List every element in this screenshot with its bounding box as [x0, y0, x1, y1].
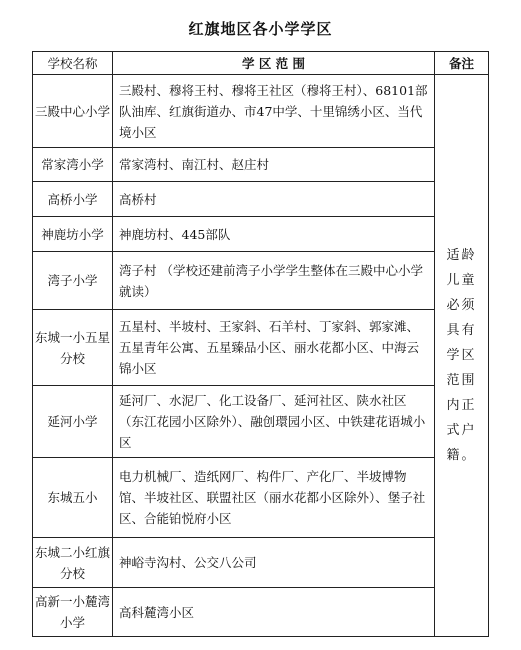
header-note: 备注: [435, 52, 489, 75]
table-row: [33, 182, 489, 217]
school-name: 湾子小学: [33, 252, 113, 310]
district-area: 神峪寺沟村、公交八公司: [113, 538, 435, 588]
district-area: 高桥村: [113, 182, 435, 217]
header-area: 学 区 范 围: [113, 52, 435, 75]
page-title: 红旗地区各小学学区: [188, 20, 333, 38]
district-area: 常家湾村、南江村、赵庄村: [113, 148, 435, 182]
table-row: [33, 386, 489, 458]
table-row: [33, 538, 489, 588]
school-name: 延河小学: [33, 386, 113, 458]
district-area: 延河厂、水泥厂、化工设备厂、延河社区、陕水社区（东江花园小区除外）、融创環园小区、中铁建花语城小区: [113, 386, 435, 458]
school-name: 东城一小五星分校: [33, 310, 113, 386]
school-name: 常家湾小学: [33, 148, 113, 182]
table-header-row: [33, 52, 489, 75]
table-row: [33, 252, 489, 310]
header-school: 学校名称: [33, 52, 113, 75]
school-name: 三殿中心小学: [33, 75, 113, 148]
school-name: 神鹿坊小学: [33, 217, 113, 252]
table-row: [33, 310, 489, 386]
table-row: [33, 148, 489, 182]
table-row: [33, 75, 489, 148]
school-name: 高新一小麓湾小学: [33, 588, 113, 637]
table-row: [33, 458, 489, 538]
table-row: [33, 217, 489, 252]
school-district-table: [32, 51, 489, 637]
district-area: 三殿村、穆将王村、穆将王社区（穆将王村）、68101部队油库、红旗街道办、市47中学、十里锦绣小区、当代境小区: [113, 75, 435, 148]
district-area: 五星村、半坡村、王家斜、石羊村、丁家斜、郭家滩、五星青年公寓、五星臻品小区、丽水花都小区、中海云锦小区: [113, 310, 435, 386]
district-area: 高科麓湾小区: [113, 588, 435, 637]
school-name: 东城二小红旗分校: [33, 538, 113, 588]
note-cell: 适龄儿童必须具有学区范围内正式户籍。: [435, 75, 489, 637]
school-name: 东城五小: [33, 458, 113, 538]
school-name: 高桥小学: [33, 182, 113, 217]
table-row: [33, 588, 489, 637]
district-area: 电力机械厂、造纸网厂、构件厂、产化厂、半坡博物馆、半坡社区、联盟社区（丽水花都小区除外）、堡子社区、合能铂悦府小区: [113, 458, 435, 538]
district-area: 湾子村 （学校还建前湾子小学学生整体在三殿中心小学就读）: [113, 252, 435, 310]
district-area: 神鹿坊村、445部队: [113, 217, 435, 252]
